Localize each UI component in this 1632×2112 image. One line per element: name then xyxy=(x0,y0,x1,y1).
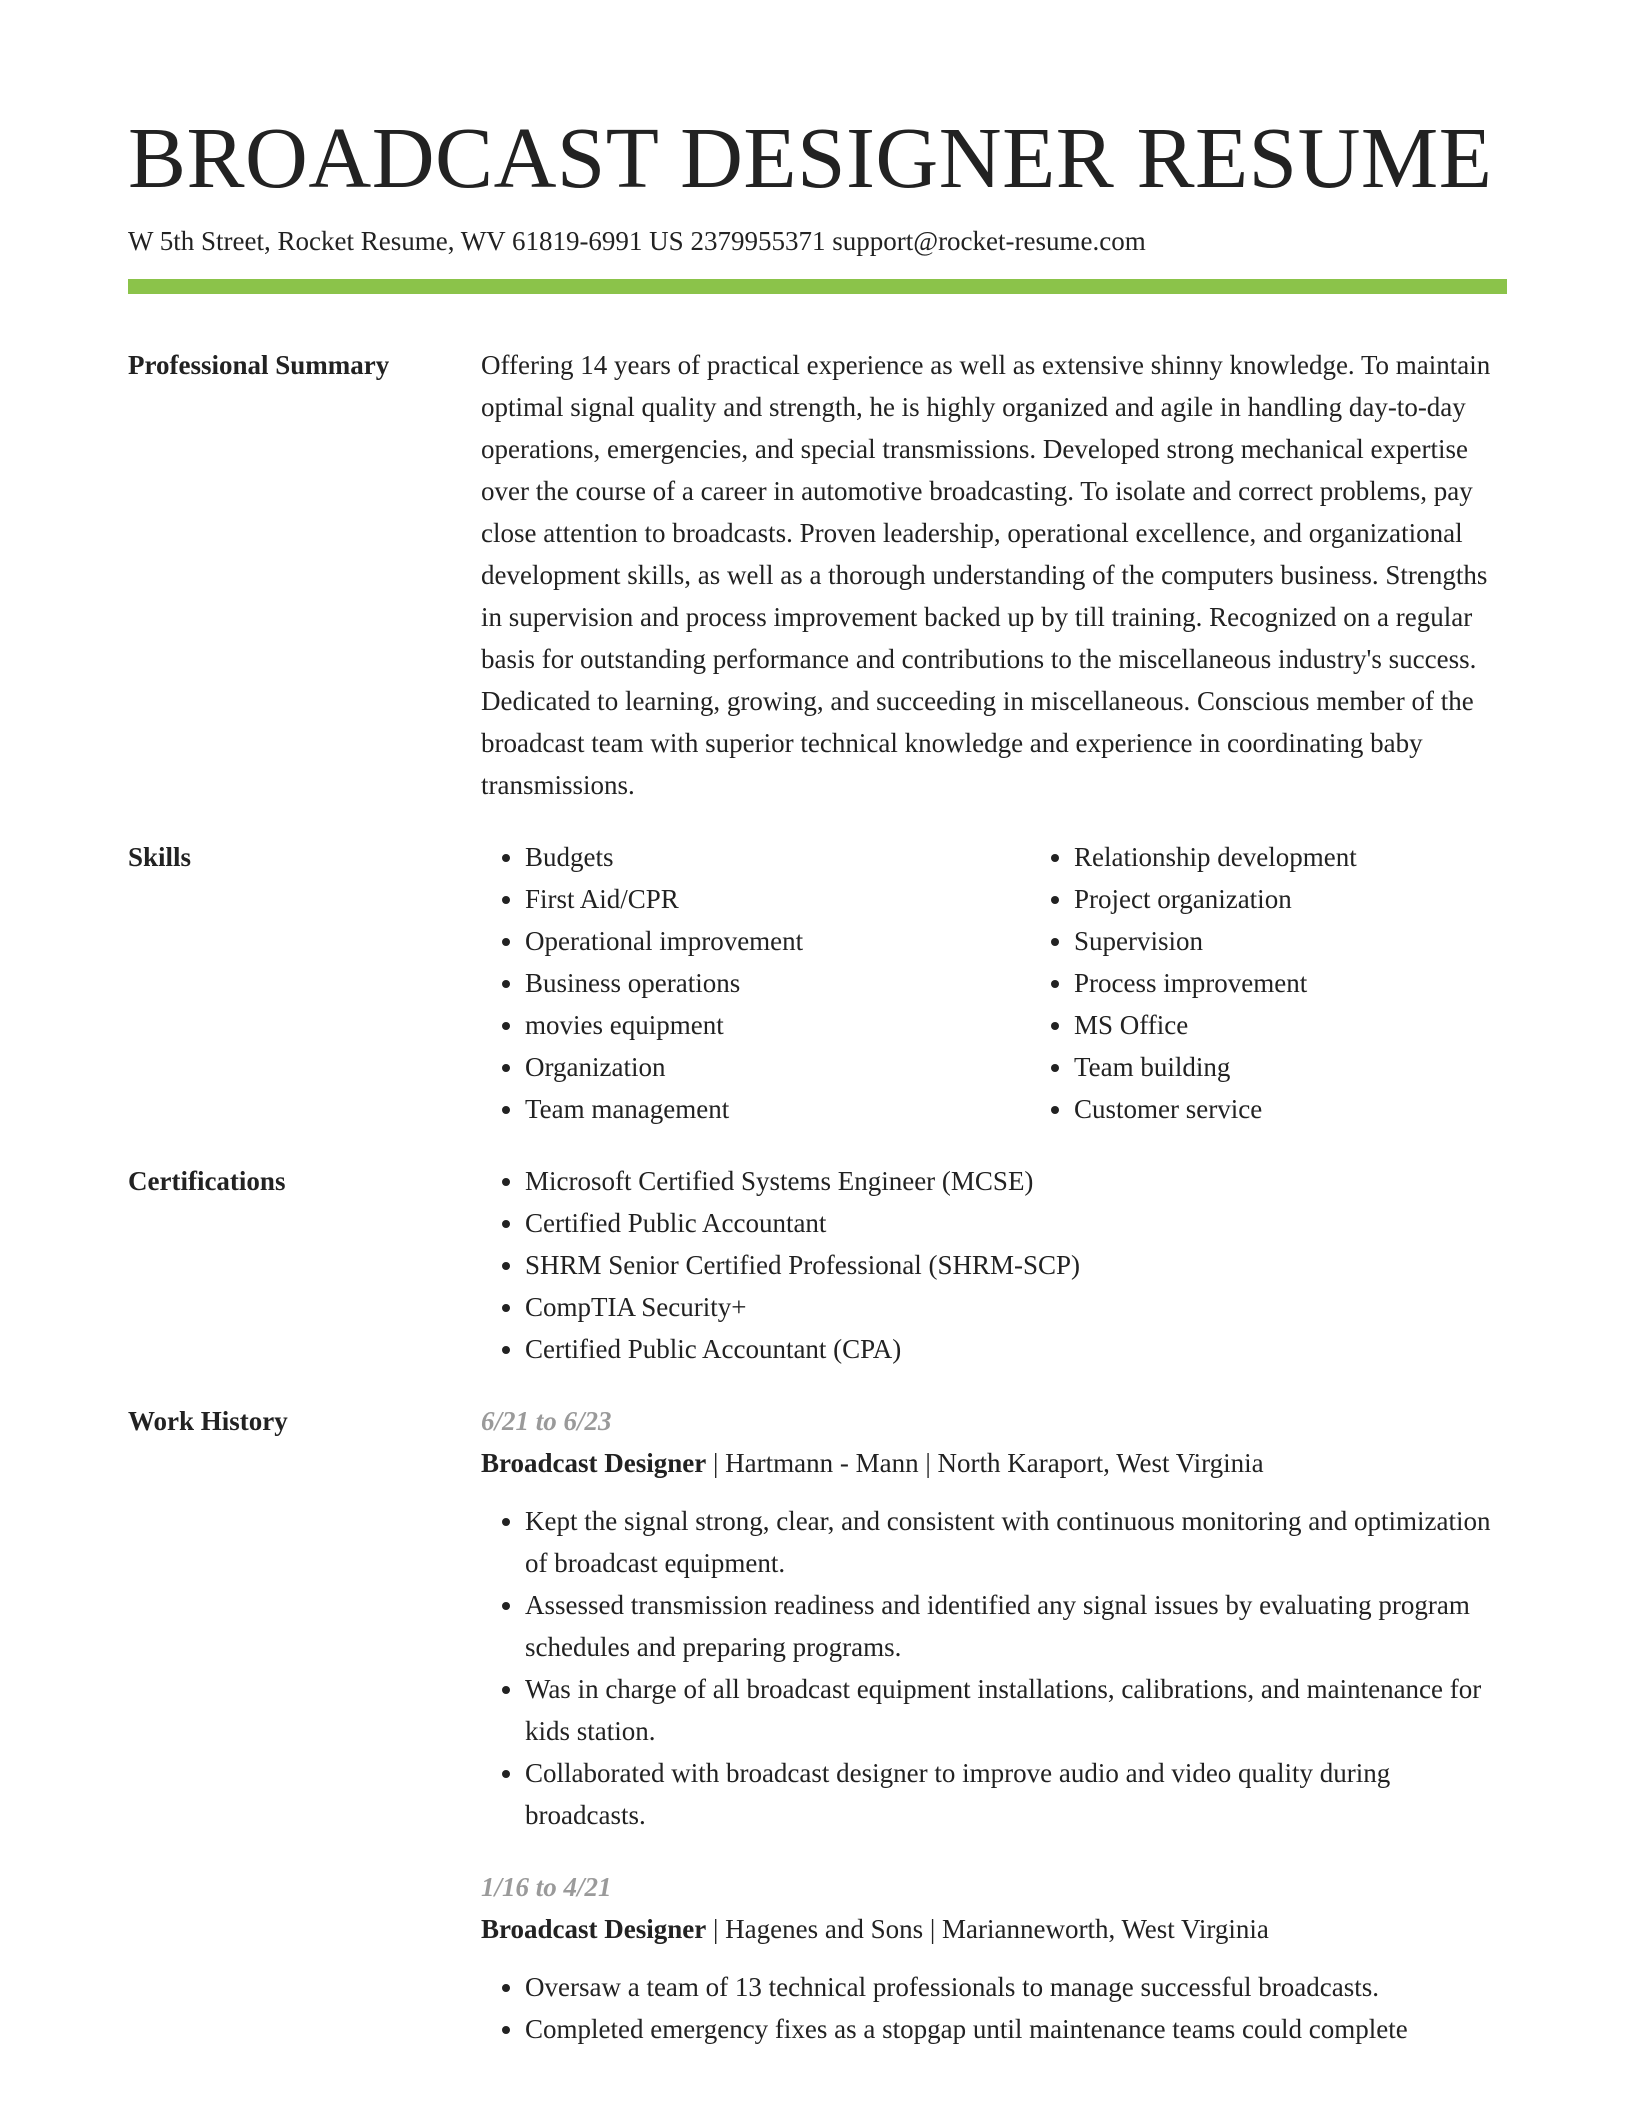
skill-item: • MS Office xyxy=(1074,1004,1579,1046)
job-details: | Hagenes and Sons | Marianneworth, West Virginia xyxy=(706,1913,1269,1944)
certification-item: • CompTIA Security+ xyxy=(525,1286,1507,1328)
skill-item: • Team management xyxy=(525,1088,1030,1130)
skill-item: • Relationship development xyxy=(1074,836,1579,878)
certifications-list xyxy=(481,1160,1507,1370)
job-title: Broadcast Designer xyxy=(481,1447,707,1478)
job-dates: 1/16 to 4/21 xyxy=(481,1871,612,1902)
job-entry xyxy=(481,1400,1507,1836)
skill-item: • Team building xyxy=(1074,1046,1579,1088)
work-history-body xyxy=(481,1400,1507,2080)
skill-item: • Supervision xyxy=(1074,920,1579,962)
skill-item: • Customer service xyxy=(1074,1088,1579,1130)
certification-item: • Certified Public Accountant (CPA) xyxy=(525,1328,1507,1370)
accent-rule xyxy=(128,279,1507,294)
job-bullet: • Was in charge of all broadcast equipment installations, calibrations, and maintenance for kids station. xyxy=(525,1668,1507,1752)
skills-list-left xyxy=(481,836,1030,1130)
job-bullet: • Completed emergency fixes as a stopgap until maintenance teams could complete xyxy=(525,2008,1507,2050)
job-bullet: • Kept the signal strong, clear, and consistent with continuous monitoring and optimization of broadcast equipment. xyxy=(525,1500,1507,1584)
certifications-body xyxy=(481,1160,1507,1370)
skill-item: • First Aid/CPR xyxy=(525,878,1030,920)
skill-item: • Budgets xyxy=(525,836,1030,878)
resume-title: BROADCAST DESIGNER RESUME xyxy=(128,109,1493,206)
skills-columns xyxy=(481,836,1579,1130)
job-bullets xyxy=(481,1500,1507,1836)
job-bullet: • Assessed transmission readiness and identified any signal issues by evaluating program schedules and preparing programs. xyxy=(525,1584,1507,1668)
section-label: Professional Summary xyxy=(128,349,390,380)
professional-summary-section xyxy=(128,344,1507,806)
section-label: Certifications xyxy=(128,1165,286,1196)
summary-text: Offering 14 years of practical experience as well as extensive shinny knowledge. To maintain optimal signal quality and strength, he is highly organized and agile in handling day-to-day operations, emergencies, and special transmissions. Developed strong mechanical expertise over the course of a career in automotive broadcasting. To isolate and correct problems, pay close attention to broadcasts. Proven leadership, operational excellence, and organizational development skills, as well as a thorough understanding of the computers business. Strengths in supervision and process improvement backed up by till training. Recognized on a regular basis for outstanding performance and contributions to the miscellaneous industry's success. Dedicated to learning, growing, and succeeding in miscellaneous. Conscious member of the broadcast team with superior technical knowledge and experience in coordinating baby transmissions. xyxy=(481,349,1491,800)
certification-item: • Microsoft Certified Systems Engineer (MCSE) xyxy=(525,1160,1507,1202)
job-title: Broadcast Designer xyxy=(481,1913,707,1944)
resume-page xyxy=(128,110,1507,2080)
skill-item: • Organization xyxy=(525,1046,1030,1088)
job-bullets xyxy=(481,1966,1507,2050)
contact-line: W 5th Street, Rocket Resume, WV 61819-6991 US 2379955371 support@rocket-resume.com xyxy=(128,225,1146,256)
certification-item: • Certified Public Accountant xyxy=(525,1202,1507,1244)
job-bullet: • Oversaw a team of 13 technical professionals to manage successful broadcasts. xyxy=(525,1966,1507,2008)
certification-item: • SHRM Senior Certified Professional (SHRM-SCP) xyxy=(525,1244,1507,1286)
skill-item: • Project organization xyxy=(1074,878,1579,920)
skills-section xyxy=(128,836,1507,1130)
job-heading xyxy=(481,1442,1507,1484)
skills-list-right xyxy=(1030,836,1579,1130)
section-label: Skills xyxy=(128,841,192,872)
work-history-section xyxy=(128,1400,1507,2080)
skill-item: • Operational improvement xyxy=(525,920,1030,962)
job-heading xyxy=(481,1908,1507,1950)
skill-item: • Business operations xyxy=(525,962,1030,1004)
job-dates: 6/21 to 6/23 xyxy=(481,1405,612,1436)
skill-item: • movies equipment xyxy=(525,1004,1030,1046)
job-entry xyxy=(481,1866,1507,2050)
skill-item: • Process improvement xyxy=(1074,962,1579,1004)
section-label: Work History xyxy=(128,1405,288,1436)
job-details: | Hartmann - Mann | North Karaport, West Virginia xyxy=(706,1447,1264,1478)
certifications-section xyxy=(128,1160,1507,1370)
job-bullet: • Collaborated with broadcast designer to improve audio and video quality during broadcasts. xyxy=(525,1752,1507,1836)
